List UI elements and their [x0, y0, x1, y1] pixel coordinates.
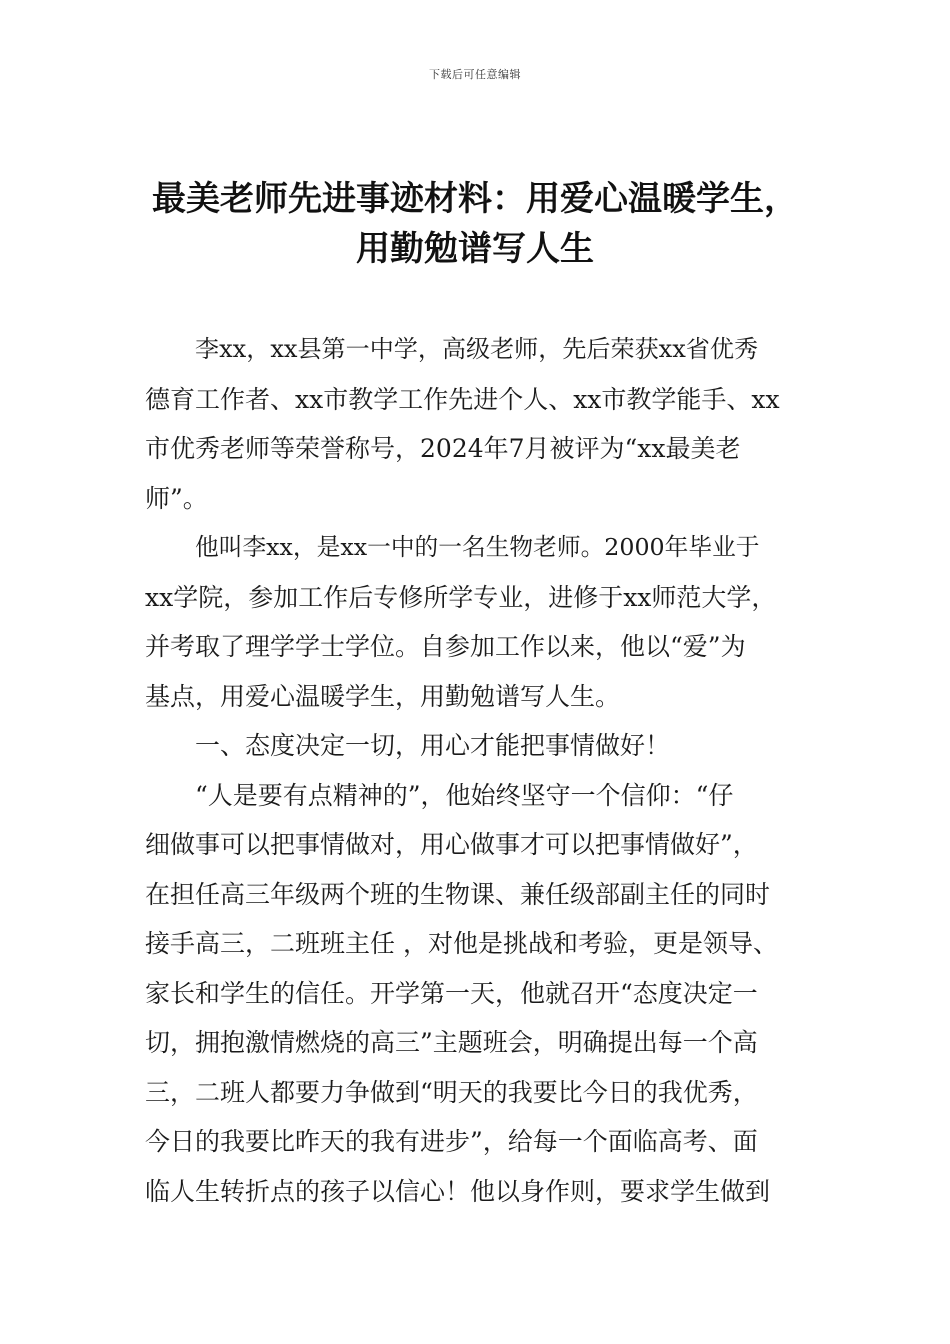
text-line: 细做事可以把事情做对，用心做事才可以把事情做好”， [145, 830, 758, 859]
text-line: 今日的我要比昨天的我有进步”，给每一个面临高考、面 [145, 1127, 758, 1156]
header-note: 下载后可任意编辑 [429, 68, 521, 81]
section-heading-1 [145, 721, 807, 771]
document-title [120, 174, 830, 274]
document-body [145, 325, 807, 1216]
title-line-2: 用勤勉谱写人生 [356, 229, 594, 269]
text-line: “人是要有点精神的”，他始终坚守一个信仰：“仔 [195, 780, 734, 810]
text-line: 师”。 [145, 483, 208, 513]
text-line: 李xx，xx县第一中学，高级老师，先后荣获xx省优秀 [195, 335, 759, 363]
text-line: 接手高三，二班班主任 ，对他是挑战和考验，更是领导、 [145, 929, 778, 958]
text-line: 市优秀老师等荣誉称号，2024年7月被评为“xx最美老 [145, 434, 741, 463]
text-line: 家长和学生的信任。开学第一天，他就召开“态度决定一 [145, 978, 758, 1008]
title-line-1: 最美老师先进事迹材料：用爱心温暖学生， [152, 179, 798, 219]
text-line: 临人生转折点的孩子以信心！他以身作则，要求学生做到 [145, 1176, 771, 1206]
paragraph-1 [145, 325, 807, 523]
text-line: 德育工作者、xx市教学工作先进个人、xx市教学能手、xx [145, 384, 780, 414]
text-line: 在担任高三年级两个班的生物课、兼任级部副主任的同时 [145, 879, 771, 909]
text-line: 他叫李xx，是xx一中的一名生物老师。2000年毕业于 [195, 533, 760, 561]
text-line: 并考取了理学学士学位。自参加工作以来，他以“爱”为 [145, 632, 746, 661]
text-line: xx学院，参加工作后专修所学专业，进修于xx师范大学， [145, 582, 777, 612]
text-line: 一、态度决定一切，用心才能把事情做好！ [195, 731, 671, 760]
paragraph-3 [145, 771, 807, 1217]
text-line: 基点，用爱心温暖学生，用勤勉谱写人生。 [145, 681, 621, 711]
text-line: 三，二班人都要力争做到“明天的我要比今日的我优秀， [145, 1077, 758, 1107]
paragraph-2 [145, 523, 807, 721]
text-line: 切，拥抱激情燃烧的高三”主题班会，明确提出每一个高 [145, 1028, 758, 1057]
